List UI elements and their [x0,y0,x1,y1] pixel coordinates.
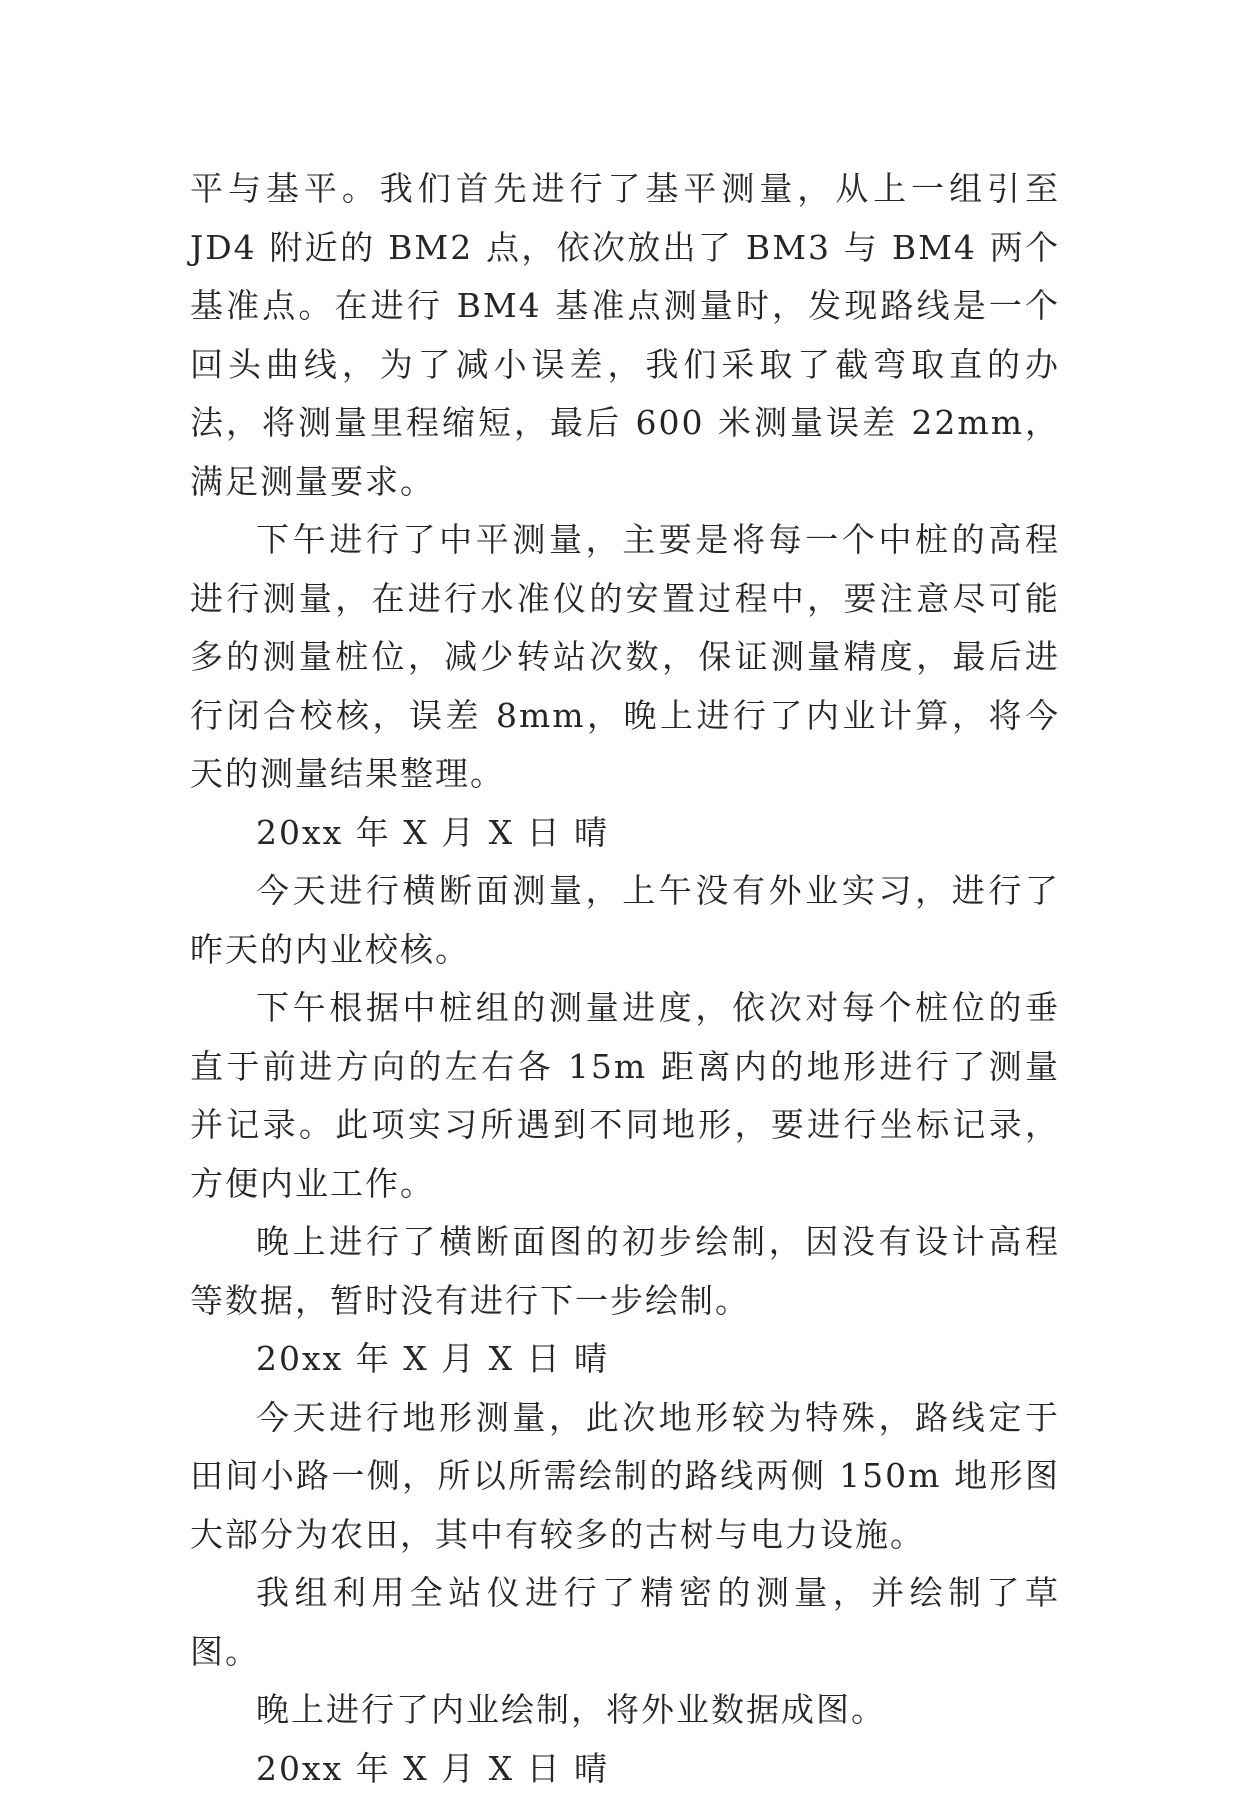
date-heading: 20xx 年 X 月 X 日 晴 [190,1740,1060,1798]
document-body [190,160,1060,1798]
paragraph-benchmark-survey: 平与基平。我们首先进行了基平测量，从上一组引至 JD4 附近的 BM2 点，依次放出了 BM3 与 BM4 两个基准点。在进行 BM4 基准点测量时，发现路线是一个回头曲线，为了减小误差，我们采取了截弯取直的办法，将测量里程缩短，最后 600 米测量误差 22mm，满足测量要求。 [190,160,1060,511]
paragraph-cross-section-afternoon: 下午根据中桩组的测量进度，依次对每个桩位的垂直于前进方向的左右各 15m 距离内的地形进行了测量并记录。此项实习所遇到不同地形，要进行坐标记录，方便内业工作。 [190,979,1060,1213]
paragraph-topographic-survey: 今天进行地形测量，此次地形较为特殊，路线定于田间小路一侧，所以所需绘制的路线两侧 150m 地形图大部分为农田，其中有较多的古树与电力设施。 [190,1389,1060,1565]
paragraph-evening-drafting: 晚上进行了内业绘制，将外业数据成图。 [190,1681,1060,1740]
date-heading: 20xx 年 X 月 X 日 晴 [190,804,1060,863]
paragraph-cross-section-morning: 今天进行横断面测量，上午没有外业实习，进行了昨天的内业校核。 [190,862,1060,979]
paragraph-total-station: 我组利用全站仪进行了精密的测量，并绘制了草图。 [190,1564,1060,1681]
date-heading: 20xx 年 X 月 X 日 晴 [190,1330,1060,1389]
paragraph-afternoon-profile-leveling: 下午进行了中平测量，主要是将每一个中桩的高程进行测量，在进行水准仪的安置过程中，要注意尽可能多的测量桩位，减少转站次数，保证测量精度，最后进行闭合校核，误差 8mm，晚上进行了内业计算，将今天的测量结果整理。 [190,511,1060,804]
paragraph-cross-section-evening: 晚上进行了横断面图的初步绘制，因没有设计高程等数据，暂时没有进行下一步绘制。 [190,1213,1060,1330]
